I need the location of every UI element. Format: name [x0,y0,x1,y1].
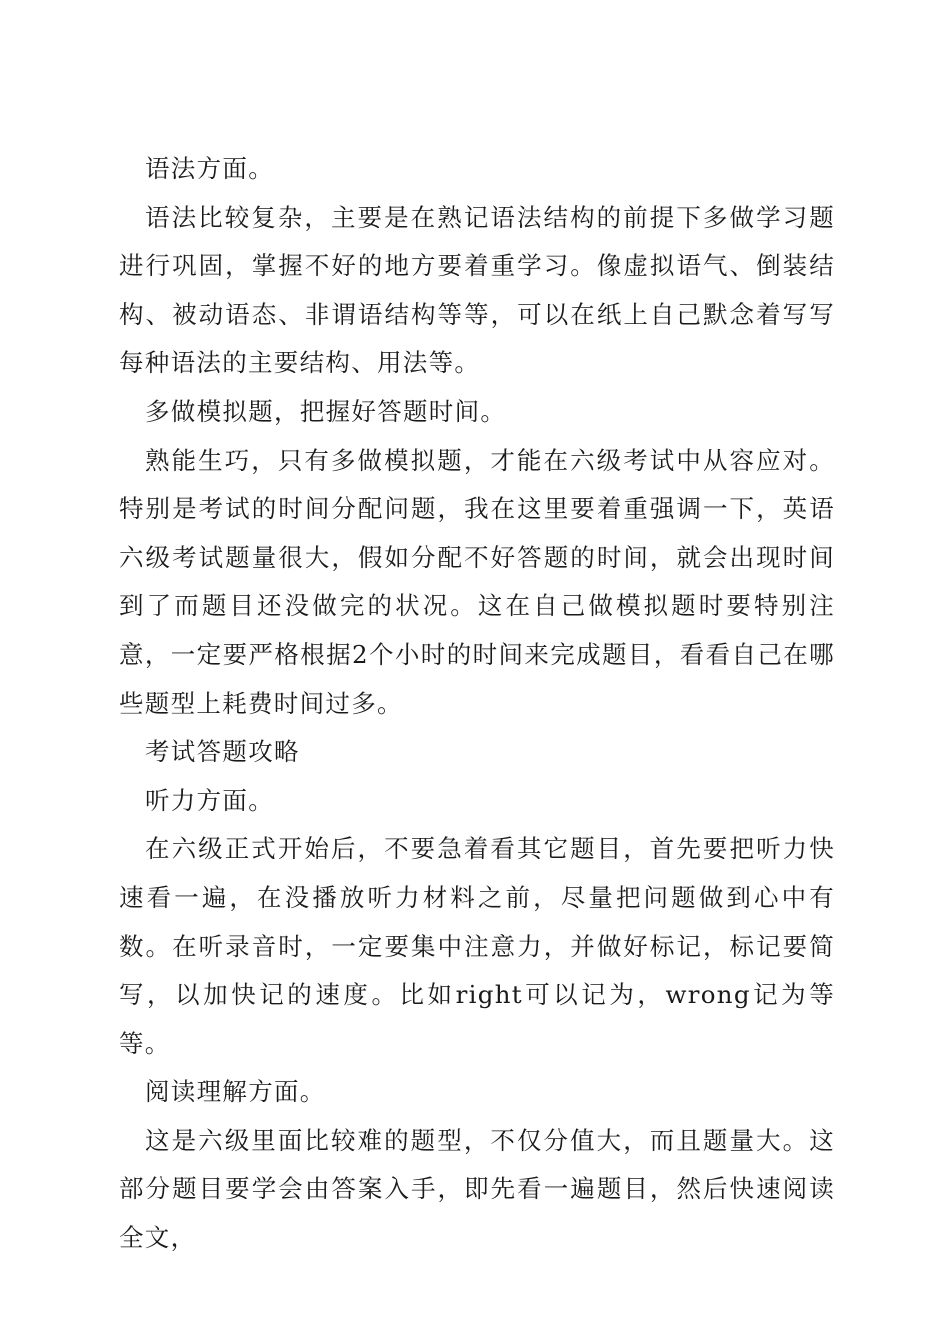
reading-heading: 阅读理解方面。 [145,1077,326,1107]
listening-heading: 听力方面。 [145,785,274,815]
practice-heading: 多做模拟题，把握好答题时间。 [145,396,507,426]
reading-paragraph: 这是六级里面比较难的题型，不仅分值大，而且题量大。这部分题目要学会由答案入手，即先看一遍题目，然后快速阅读全文， [119,1125,835,1253]
grammar-paragraph: 语法比较复杂，主要是在熟记语法结构的前提下多做学习题进行巩固，掌握不好的地方要着重学习。像虚拟语气、倒装结构、被动语态、非谓语结构等等，可以在纸上自己默念着写写每种语法的主要结构、用法等。 [119,202,835,378]
grammar-heading: 语法方面。 [145,154,274,183]
practice-paragraph: 熟能生巧，只有多做模拟题，才能在六级考试中从容应对。特别是考试的时间分配问题，我在这里要着重强调一下，英语六级考试题量很大，假如分配不好答题的时间，就会出现时间到了而题目还没做完的状况。这在自己做模拟题时要特别注意，一定要严格根据2个小时的时间来完成题目，看看自己在哪些题型上耗费时间过多。 [119,445,835,718]
section-title: 考试答题攻略 [145,737,300,767]
listening-paragraph: 在六级正式开始后，不要急着看其它题目，首先要把听力快速看一遍，在没播放听力材料之前，尽量把问题做到心中有数。在听录音时，一定要集中注意力，并做好标记，标记要简写，以加快记的速度。比如right可以记为，wrong记为等等。 [119,834,835,1058]
document-body [119,145,835,1263]
